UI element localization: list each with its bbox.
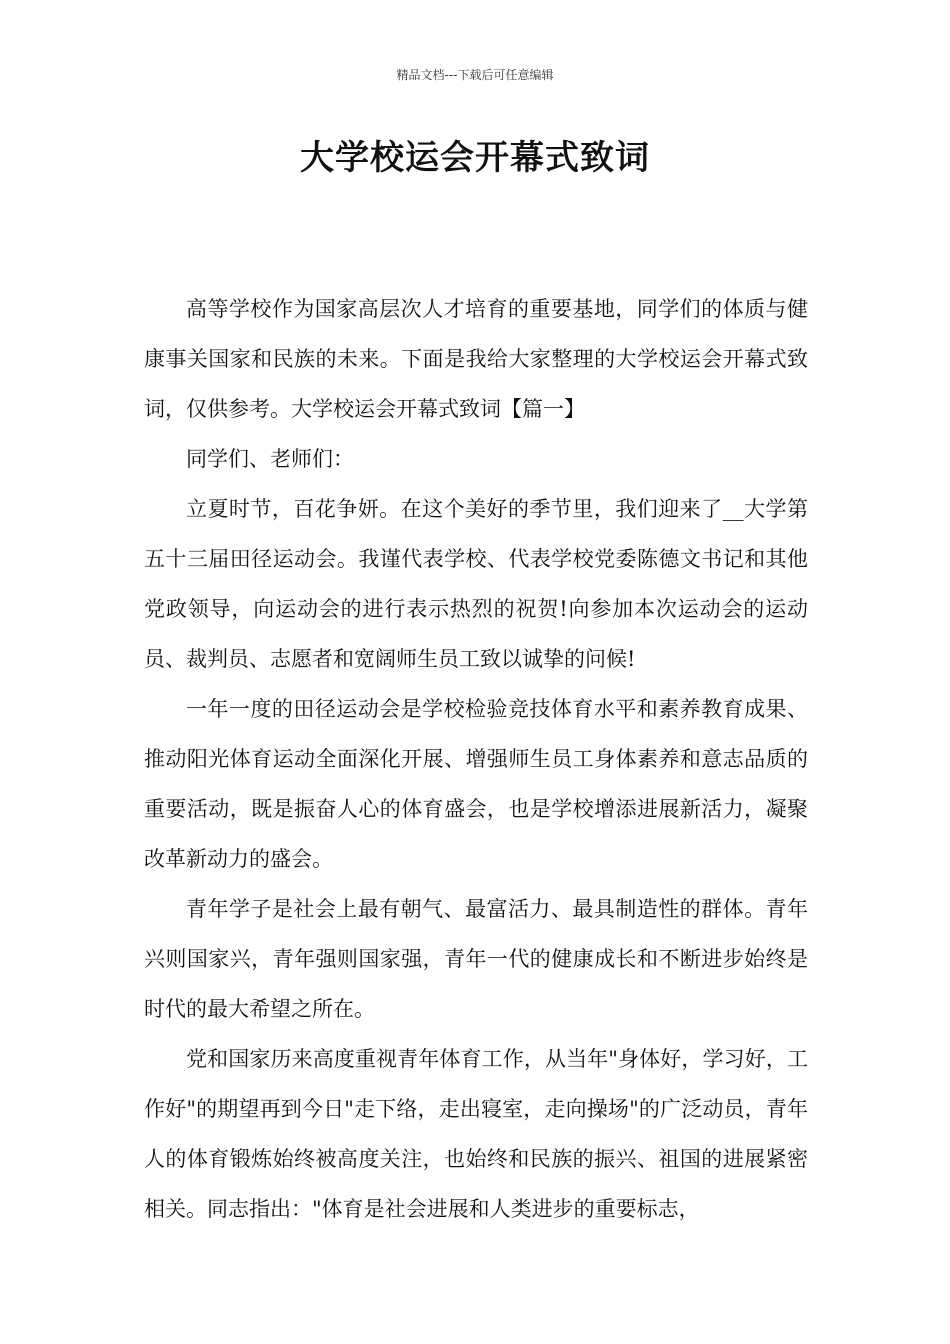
document-body bbox=[144, 284, 808, 1234]
paragraph-salutation: 同学们、老师们： bbox=[186, 447, 354, 471]
paragraph-intro: 高等学校作为国家高层次人才培育的重要基地，同学们的体质与健康事关国家和民族的未来。下面是我给大家整理的大学校运会开幕式致词，仅供参考。大学校运会开幕式致词【篇一】 bbox=[144, 297, 808, 421]
document-title: 大学校运会开幕式致词 bbox=[300, 138, 650, 178]
header-note: 精品文档---下载后可任意编辑 bbox=[396, 68, 554, 82]
paragraph: 党和国家历来高度重视青年体育工作，从当年"身体好，学习好，工作好"的期望再到今日"走下络，走出寝室，走向操场"的广泛动员，青年人的体育锻炼始终被高度关注，也始终和民族的振兴、祖国的进展紧密相关。同志指出："体育是社会进展和人类进步的重要标志， bbox=[144, 1047, 808, 1221]
paragraph: 一年一度的田径运动会是学校检验竞技体育水平和素养教育成果、推动阳光体育运动全面深化开展、增强师生员工身体素养和意志品质的重要活动，既是振奋人心的体育盛会，也是学校增添进展新活力，凝聚改革新动力的盛会。 bbox=[144, 697, 808, 871]
paragraph: 立夏时节，百花争妍。在这个美好的季节里，我们迎来了__大学第五十三届田径运动会。我谨代表学校、代表学校党委陈德文书记和其他党政领导，向运动会的进行表示热烈的祝贺!向参加本次运动会的运动员、裁判员、志愿者和宽阔师生员工致以诚挚的问候! bbox=[144, 497, 808, 671]
paragraph: 青年学子是社会上最有朝气、最富活力、最具制造性的群体。青年兴则国家兴，青年强则国家强，青年一代的健康成长和不断进步始终是时代的最大希望之所在。 bbox=[144, 897, 808, 1021]
